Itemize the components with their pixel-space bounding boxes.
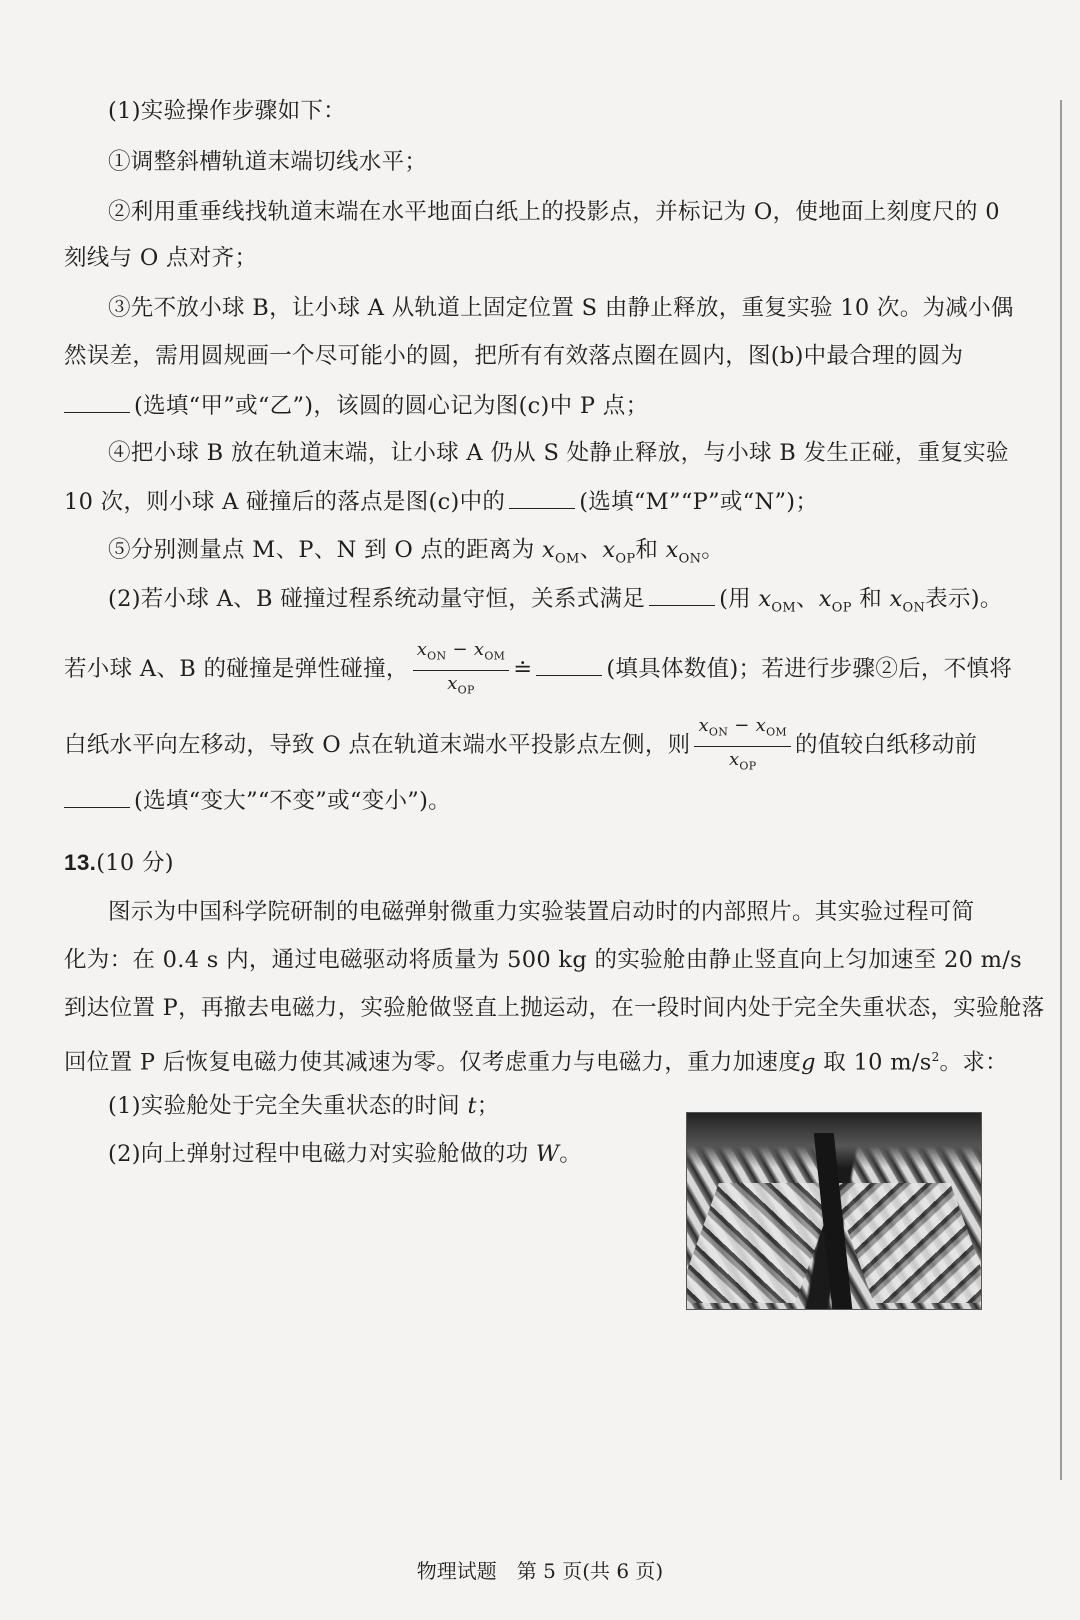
step-4-text-b: (选填“M”“P”或“N”)； [579,489,819,515]
question-number: 13. [64,850,97,875]
part2-line-2 [64,638,1012,702]
part2-line-1: (2)若小球 A、B 碰撞过程系统动量守恒，关系式满足 (用 $x_{OM}$、$x_{OP}$ 和 $x_{ON}$表示)。 [108,583,1003,624]
step-4-text-a: 10 次，则小球 A 碰撞后的落点是图(c)中的 [64,489,506,515]
step-2-line-2: 刻线与 O 点对齐； [64,245,258,271]
fraction-ratio-2: $\frac{x_{ON} - x_{OM}}{x_{OP}}$ [694,714,791,778]
q13-ask-2: (2)向上弹射过程中电磁力对实验舱做的功 W。 [108,1141,583,1167]
var-x-on: $x_{ON}$ [889,586,926,616]
q13-para-1: 图示为中国科学院研制的电磁弹射微重力实验装置启动时的内部照片。其实验过程可简 [108,899,975,925]
elastic-text-b: (填具体数值)；若进行步骤②后，不慎将 [606,656,1013,683]
step-5: ⑤分别测量点 M、P、N 到 O 点的距离为 $x_{OM}$、$x_{OP}$和 $x_{ON}$。 [108,537,725,567]
step-1: ①调整斜槽轨道末端切线水平； [108,149,428,175]
page-footer: 物理试题 第 5 页(共 6 页) [416,1559,664,1583]
step-5-text-a: ⑤分别测量点 M、P、N 到 O 点的距离为 [108,537,535,563]
step-4-line-2 [64,486,818,517]
page-edge-line [1060,100,1062,1480]
change-text: (选填“变大”“不变”或“变小”)。 [134,788,451,814]
part1-heading: (1)实验操作步骤如下： [108,98,346,124]
answer-blank-ratio-value[interactable] [536,653,602,676]
var-w: W [535,1141,560,1167]
shift-text: 白纸水平向左移动，导致 O 点在轨道末端水平投影点左侧，则 [64,732,691,759]
var-g: g [801,1049,816,1076]
part2-text-b: (用 [719,586,751,612]
question-points: (10 分) [96,850,174,876]
part2-line-4 [64,785,451,816]
step-5-text-c: 。 [701,537,725,563]
step-2-line-1: ②利用重垂线找轨道末端在水平地面白纸上的投影点，并标记为 O，使地面上刻度尺的 0 [108,199,1000,225]
q13-ask-1: (1)实验舱处于完全失重状态的时间 t； [108,1093,500,1119]
question-13-header [64,848,174,878]
device-interior-photo [686,1112,982,1310]
step-5-text-b: 和 [635,537,659,563]
q13-para-3: 到达位置 P，再撤去电磁力，实验舱做竖直上抛运动，在一段时间内处于完全失重状态，实验舱落 [64,995,1045,1021]
q13-para-2: 化为：在 0.4 s 内，通过电磁驱动将质量为 500 kg 的实验舱由静止竖直向上匀加速至 20 m/s [64,947,1023,973]
step-4-line-1: ④把小球 B 放在轨道末端，让小球 A 仍从 S 处静止释放，与小球 B 发生正碰，重复实验 [108,440,1009,466]
var-x-on: $x_{ON}$ [665,537,702,567]
var-t: t [467,1093,477,1119]
var-x-om: $x_{OM}$ [758,586,796,616]
var-x-op: $x_{OP}$ [818,586,852,616]
answer-blank-landing-point[interactable] [509,486,575,509]
step-3-line-3 [64,390,648,421]
var-x-om: $x_{OM}$ [541,537,580,567]
approx-sign: ≐ [513,656,533,683]
step-3-line-2: 然误差，需用圆规画一个尽可能小的圆，把所有有效落点圈在圆内，图(b)中最合理的圆为 [64,343,964,369]
var-x-op: $x_{OP}$ [602,537,636,567]
answer-blank-change[interactable] [64,785,130,808]
answer-blank-circle[interactable] [64,390,130,413]
step-3-text: (选填“甲”或“乙”)，该圆的圆心记为图(c)中 P 点； [134,393,649,419]
elastic-text: 若小球 A、B 的碰撞是弹性碰撞， [64,656,409,683]
q13-para-4: 回位置 P 后恢复电磁力使其减速为零。仅考虑重力与电磁力，重力加速度g 取 10 $m/s^2$。求： [64,1049,1008,1076]
part2-line-3 [64,714,977,778]
shift-text-b: 的值较白纸移动前 [794,732,978,759]
part2-text-e: 表示)。 [925,586,1003,612]
fraction-ratio: $\frac{x_{ON} - x_{OM}}{x_{OP}}$ [413,638,510,702]
step-3-line-1: ③先不放小球 B，让小球 A 从轨道上固定位置 S 由静止释放，重复实验 10 次。为减小偶 [108,295,1014,321]
answer-blank-momentum[interactable] [649,583,715,606]
part2-text-a: (2)若小球 A、B 碰撞过程系统动量守恒，关系式满足 [108,586,646,612]
